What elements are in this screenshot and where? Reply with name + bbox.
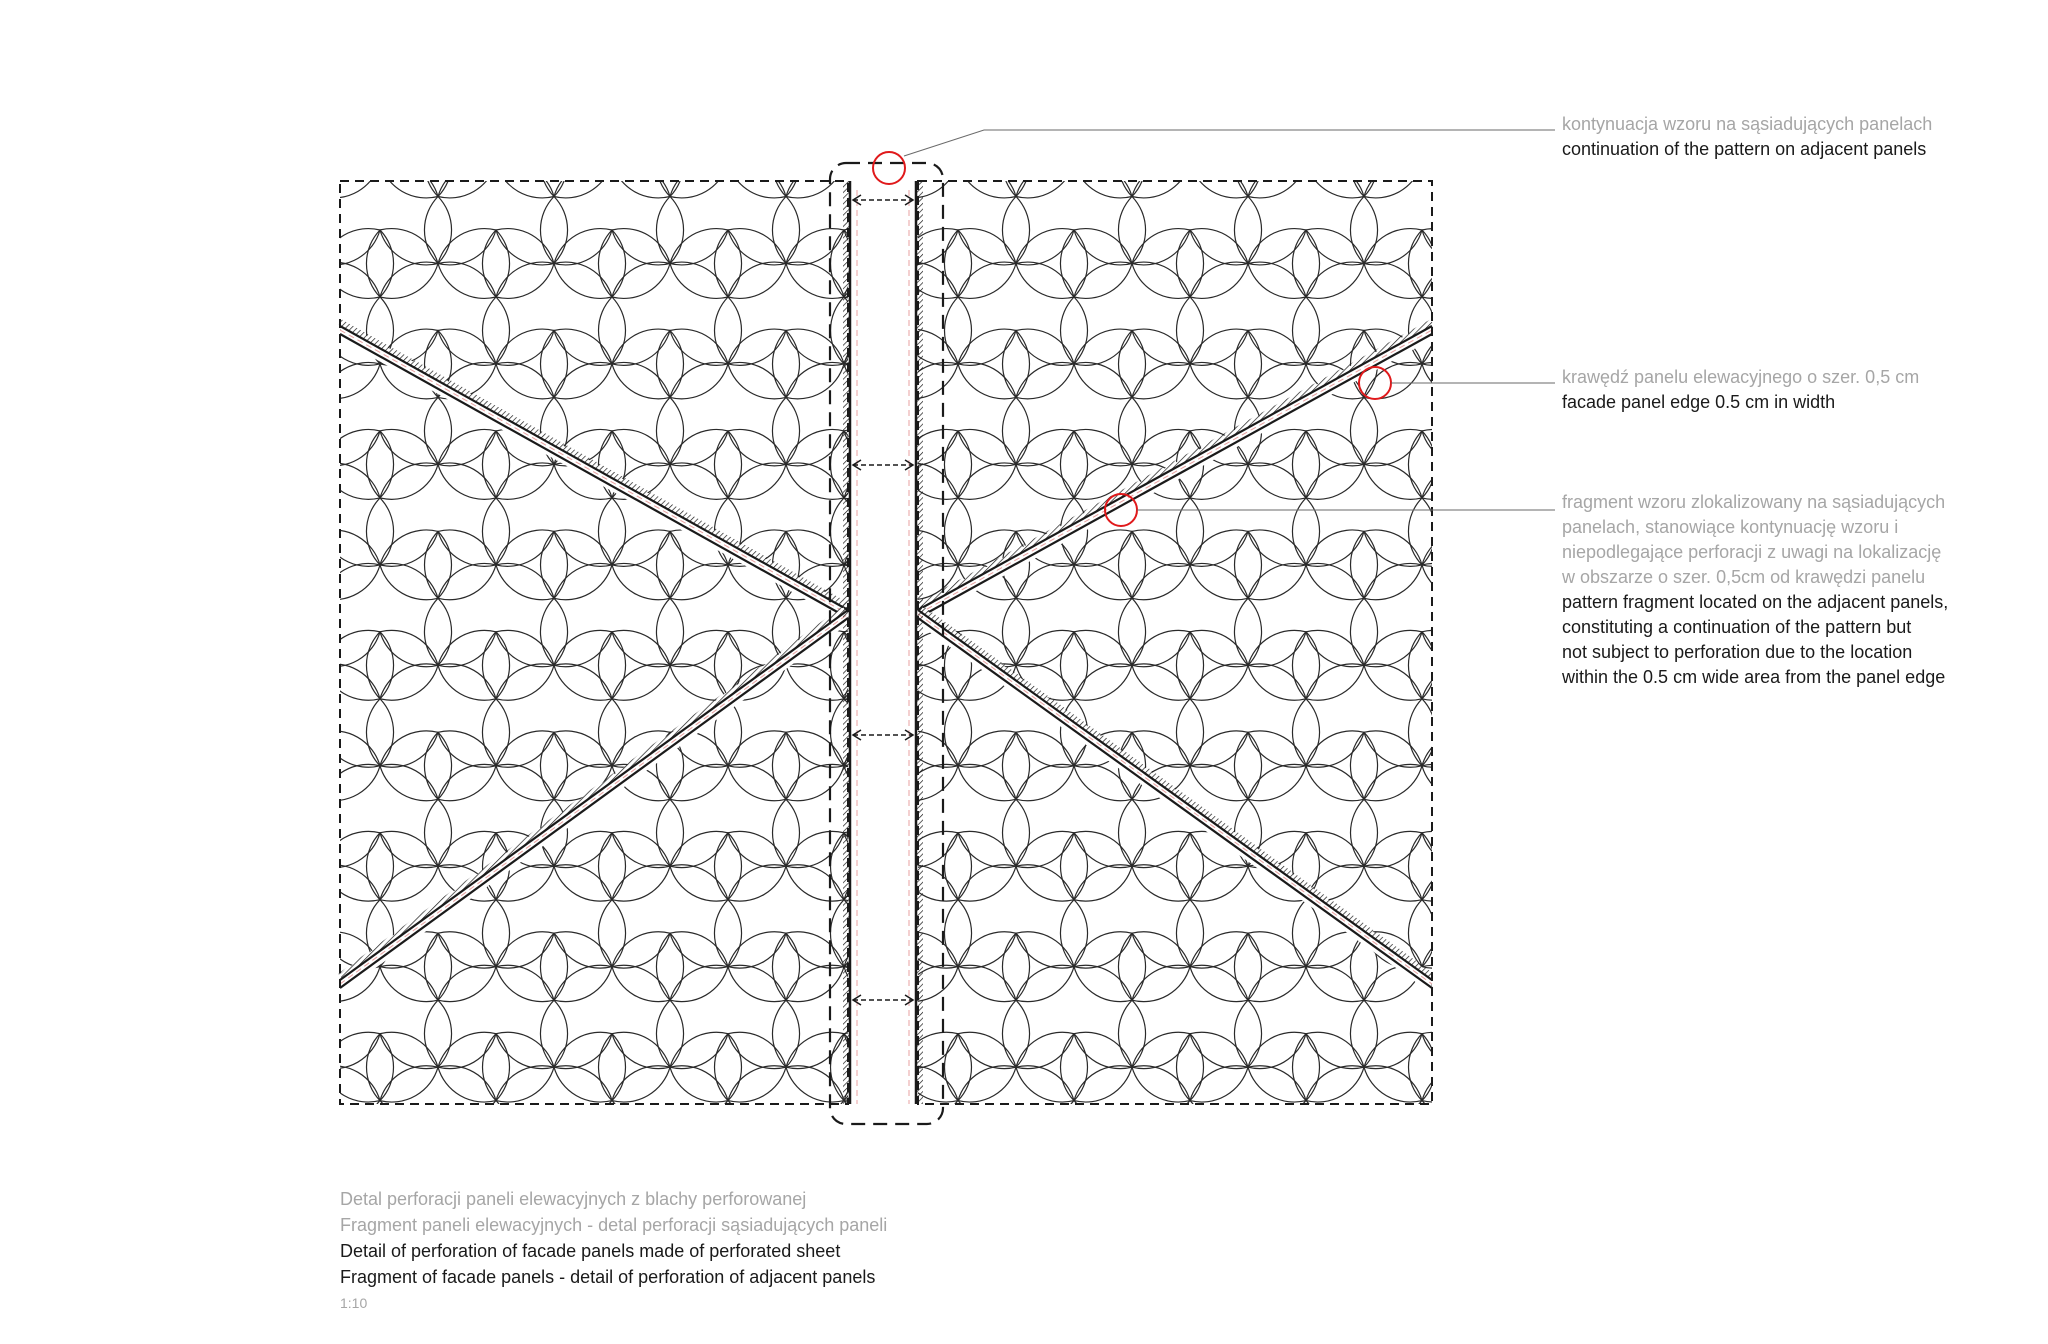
annotation-pl-line: fragment wzoru zlokalizowany na sąsiadujących: [1562, 492, 1946, 512]
drawing-scale: 1:10: [340, 1295, 368, 1311]
annotation-en-line: constituting a continuation of the pattern but: [1562, 617, 1912, 637]
caption-title-en: Detail of perforation of facade panels made of perforated sheet: [340, 1241, 841, 1261]
annotation-en-line: pattern fragment located on the adjacent panels,: [1562, 592, 1949, 612]
drawing-caption: [340, 1186, 887, 1316]
annotation-pl-line: kontynuacja wzoru na sąsiadujących panelach: [1562, 114, 1933, 134]
caption-subtitle-en: Fragment of facade panels - detail of perforation of adjacent panels: [340, 1267, 876, 1287]
annotation-en-line: within the 0.5 cm wide area from the panel edge: [1562, 667, 1946, 687]
leader-line-1: [904, 130, 1555, 156]
annotation-pl-line: panelach, stanowiące kontynuację wzoru i: [1562, 517, 1899, 537]
caption-title-pl: Detal perforacji paneli elewacyjnych z blachy perforowanej: [340, 1189, 807, 1209]
annotation-pattern-fragment: [1562, 490, 1948, 690]
central-joint: [843, 181, 923, 1104]
annotation-pl-line: niepodlegające perforacji z uwagi na lokalizację: [1562, 542, 1942, 562]
annotation-en-line: continuation of the pattern on adjacent panels: [1562, 139, 1927, 159]
marker-circle-edge: [1359, 367, 1391, 399]
annotation-en-line: not subject to perforation due to the location: [1562, 642, 1913, 662]
annotation-pattern-continuation: [1562, 112, 1932, 162]
annotation-pl-line: krawędź panelu elewacyjnego o szer. 0,5 cm: [1562, 367, 1920, 387]
annotation-panel-edge: [1562, 365, 1919, 415]
annotation-pl-line: w obszarze o szer. 0,5cm od krawędzi panelu: [1562, 567, 1926, 587]
marker-circle-top: [873, 152, 905, 184]
annotation-en-line: facade panel edge 0.5 cm in width: [1562, 392, 1836, 412]
caption-subtitle-pl: Fragment paneli elewacyjnych - detal perforacji sąsiadujących paneli: [340, 1215, 888, 1235]
